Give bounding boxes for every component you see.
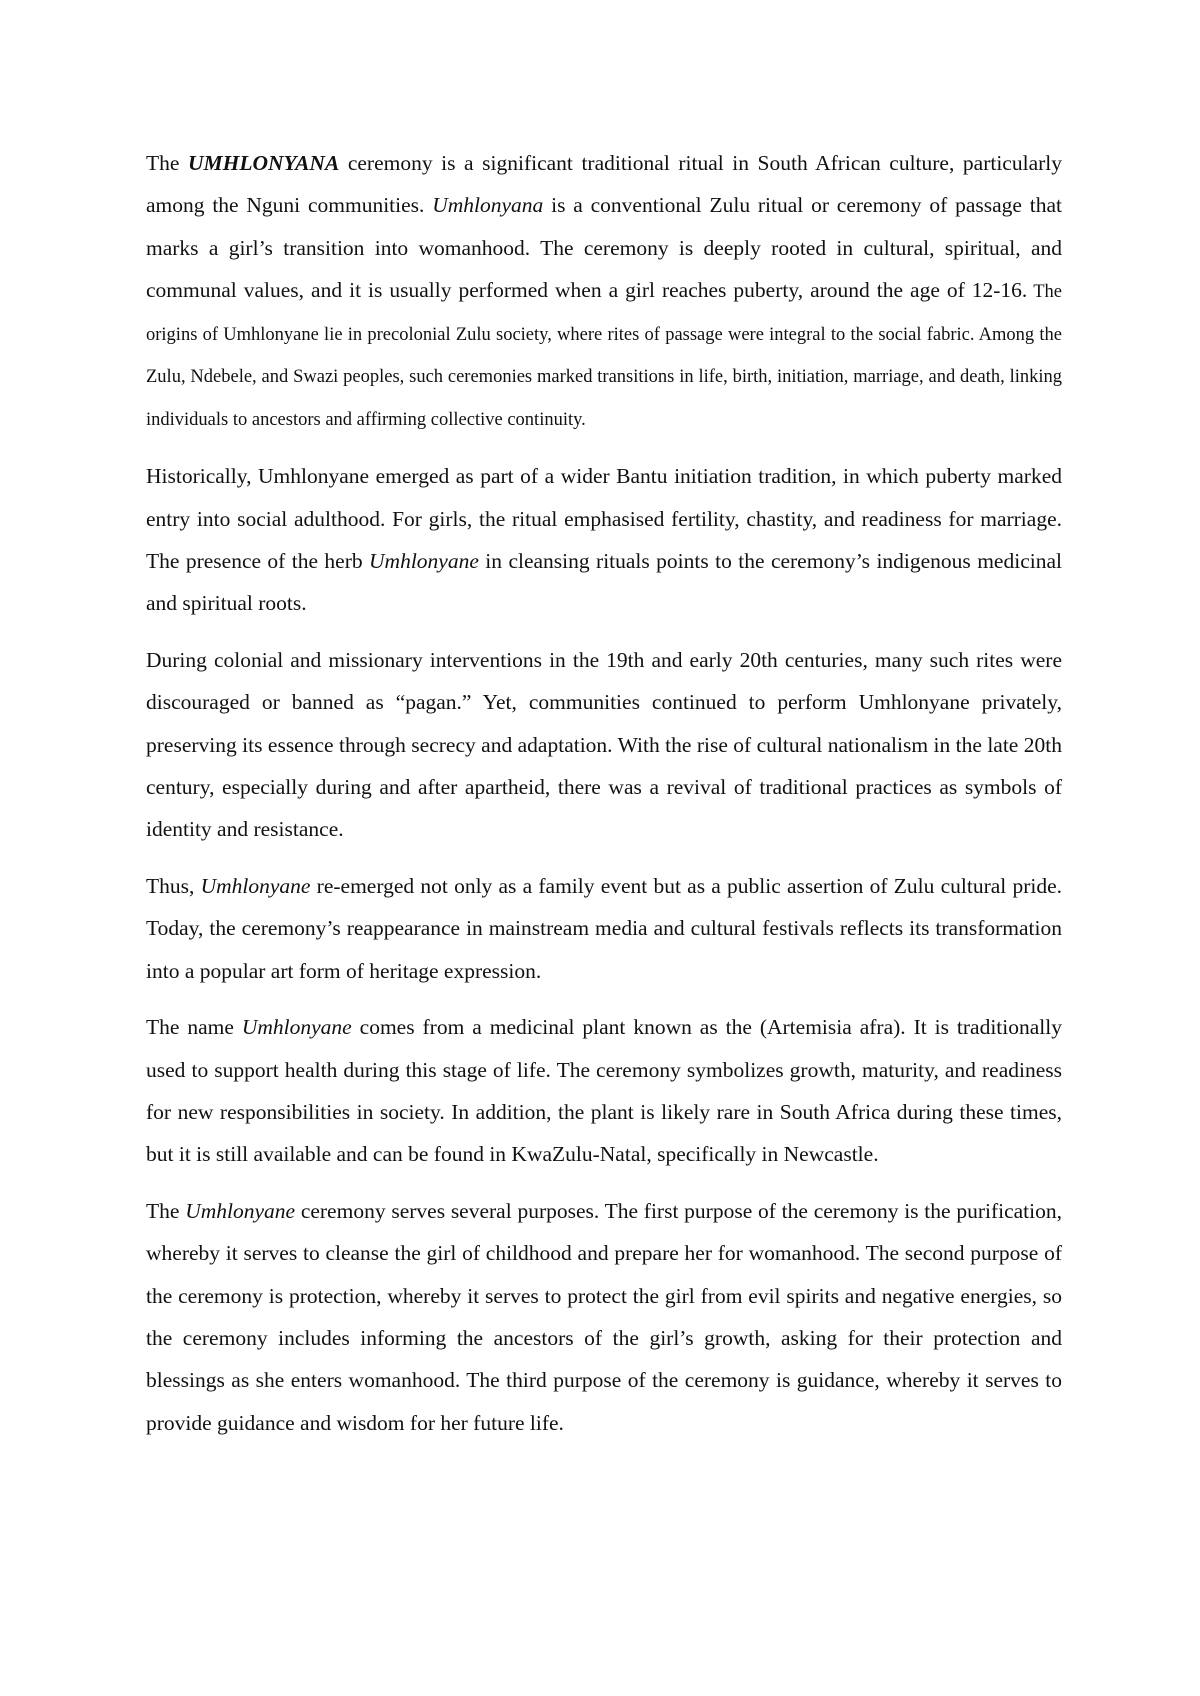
text-run: comes from a medicinal plant known as the (Artemisia afra). It is traditionally used to support health during this stage of life. The ceremony symbolizes growth, maturity, and readiness for new responsibilities in society. In addition, the plant is likely rare in South Africa during these times, but it is still available and can be found in KwaZulu-Natal, specifically in Newcastle. <box>146 1015 1062 1167</box>
paragraph-plant-name <box>146 1006 1062 1176</box>
italic-term: Umhlonyana <box>432 193 544 218</box>
italic-term: Umhlonyane <box>369 549 479 574</box>
text-run: re-emerged not only as a family event but as a public assertion of Zulu cultural pride. Today, the ceremony’s reappearance in mainstream media and cultural festivals reflects its transformation into a popular art form of heritage expression. <box>146 873 1063 983</box>
text-run: Thus, <box>146 873 201 898</box>
paragraph-revival <box>146 865 1062 992</box>
paragraph-intro <box>146 142 1062 439</box>
paragraph-colonial <box>146 639 1062 851</box>
paragraph-purposes <box>146 1190 1062 1444</box>
text-run: During colonial and missionary interventions in the 19th and early 20th centuries, many such rites were discouraged or banned as “pagan.” Yet, communities continued to perform Umhlonyane privately, preserving its essence through secrecy and adaptation. With the rise of cultural nationalism in the late 20th century, especially during and after apartheid, there was a revival of traditional practices as symbols of identity and resistance. <box>146 647 1062 842</box>
text-run: The name <box>146 1015 242 1040</box>
text-run: The <box>146 1198 186 1223</box>
ceremony-name-emphasis: UMHLONYANA <box>187 151 340 175</box>
italic-term: Umhlonyane <box>241 1015 352 1040</box>
italic-term: Umhlonyane <box>185 1198 296 1223</box>
document-page <box>146 142 1062 1458</box>
text-run: Historically, Umhlonyane emerged as part of a wider Bantu initiation tradition, in which puberty marked entry into social adulthood. For girls, the ritual emphasised fertility, chastity, and readiness for marriage. The presence of the herb <box>146 464 1062 574</box>
text-run: is a conventional Zulu ritual or ceremony of passage that marks a girl’s transition into womanhood. The ceremony is deeply rooted in cultural, spiritual, and communal values, and it is usually performed when a girl reaches puberty, around the age of 12-16. <box>146 193 1062 303</box>
paragraph-history <box>146 455 1062 625</box>
text-run: ceremony is a significant traditional ritual in South African culture, particularly among the Nguni communities. <box>146 151 1062 218</box>
text-run: The <box>146 151 188 175</box>
text-run: ceremony serves several purposes. The first purpose of the ceremony is the purification, whereby it serves to cleanse the girl of childhood and prepare her for womanhood. The second purpose of the ceremony is protection, whereby it serves to protect the girl from evil spirits and negative energies, so the ceremony includes informing the ancestors of the girl’s growth, asking for their protection and blessings as she enters womanhood. The third purpose of the ceremony is guidance, whereby it serves to provide guidance and wisdom for her future life. <box>146 1198 1062 1435</box>
origins-text-run: The origins of Umhlonyane lie in precolonial Zulu society, where rites of passage were integral to the social fabric. Among the Zulu, Ndebele, and Swazi peoples, such ceremonies marked transitions in life, birth, initiation, marriage, and death, linking individuals to ancestors and affirming collective continuity. <box>146 282 1062 430</box>
text-run: in cleansing rituals points to the ceremony’s indigenous medicinal and spiritual roots. <box>146 549 1062 616</box>
italic-term: Umhlonyane <box>200 873 311 898</box>
